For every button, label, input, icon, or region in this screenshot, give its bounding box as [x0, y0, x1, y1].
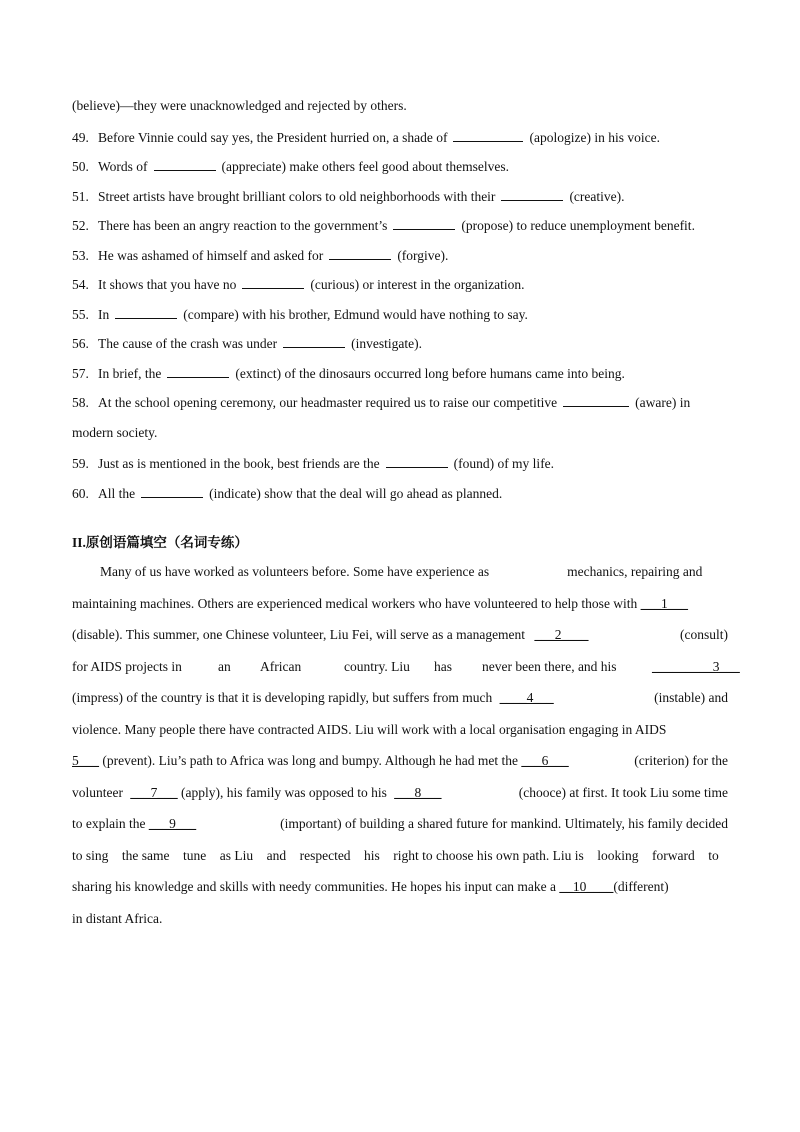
question-text: All the — [98, 486, 136, 501]
question-57 — [72, 364, 728, 382]
question-number: 54. — [72, 277, 89, 292]
question-number: 49. — [72, 130, 89, 145]
question-number: 57. — [72, 366, 89, 381]
passage-text: (consult) — [680, 627, 728, 642]
answer-blank[interactable] — [393, 216, 455, 230]
blank-3[interactable]: _________3___ — [652, 659, 740, 674]
intro-line: (believe)—they were unacknowledged and rejected by others. — [72, 98, 407, 113]
passage-text: (disable). This summer, one Chinese volunteer, Liu Fei, will serve as a management — [72, 627, 526, 642]
blank-4[interactable]: ____4___ — [499, 690, 554, 705]
question-56 — [72, 334, 728, 352]
section-heading: II.原创语篇填空（名词专练） — [72, 535, 248, 550]
question-hint: (aware) in — [635, 395, 691, 410]
passage-line-10 — [72, 848, 728, 866]
question-55 — [72, 305, 728, 323]
question-number: 52. — [72, 218, 89, 233]
passage-text: country. Liu — [344, 659, 410, 674]
passage-line-7 — [72, 753, 728, 771]
question-58 — [72, 393, 728, 411]
question-number: 50. — [72, 159, 89, 174]
question-number: 56. — [72, 336, 89, 351]
question-54 — [72, 275, 728, 293]
passage-text: mechanics, repairing and — [567, 564, 703, 579]
question-59 — [72, 454, 728, 472]
question-hint: (forgive). — [397, 248, 449, 263]
answer-blank[interactable] — [501, 187, 563, 201]
passage-text: (prevent). Liu’s path to Africa was long and bumpy. Although he had met the — [102, 753, 519, 768]
blank-5[interactable]: 5___ — [72, 753, 99, 768]
answer-blank[interactable] — [386, 454, 448, 468]
question-number: 51. — [72, 189, 89, 204]
question-hint: (propose) to reduce unemployment benefit. — [461, 218, 695, 233]
passage-line-1 — [72, 564, 728, 582]
passage-text: to explain the — [72, 816, 146, 831]
answer-blank[interactable] — [242, 275, 304, 289]
question-number: 53. — [72, 248, 89, 263]
question-text: In brief, the — [98, 366, 162, 381]
passage-text: sharing his knowledge and skills with needy communities. He hopes his input can make a — [72, 879, 557, 894]
question-51 — [72, 187, 728, 205]
question-hint: (found) of my life. — [453, 456, 555, 471]
blank-1[interactable]: ___1___ — [640, 596, 688, 611]
question-60 — [72, 484, 728, 502]
passage-text: violence. Many people there have contracted AIDS. Liu will work with a local organisation engaging in AIDS — [72, 722, 667, 737]
question-hint: (creative). — [569, 189, 625, 204]
question-50 — [72, 157, 728, 175]
passage-text: for AIDS projects in — [72, 659, 182, 674]
question-number: 58. — [72, 395, 89, 410]
question-hint: (appreciate) make others feel good about themselves. — [221, 159, 510, 174]
passage-text: (instable) and — [654, 690, 728, 705]
passage-line-6 — [72, 722, 728, 740]
passage-text: to sing the same tune as Liu and respected his right to choose his own path. Liu is looking forward to — [72, 848, 719, 863]
passage-text: an — [218, 659, 231, 674]
blank-10[interactable]: __10____ — [559, 879, 614, 894]
answer-blank[interactable] — [167, 364, 229, 378]
blank-6[interactable]: ___6___ — [521, 753, 569, 768]
blank-9[interactable]: ___9___ — [148, 816, 197, 831]
passage-text: (important) of building a shared future for mankind. Ultimately, his family decided — [280, 816, 728, 831]
passage-line-3 — [72, 627, 728, 645]
question-number: 55. — [72, 307, 89, 322]
question-hint: (compare) with his brother, Edmund would have nothing to say. — [183, 307, 528, 322]
question-text: Before Vinnie could say yes, the President hurried on, a shade of — [98, 130, 448, 145]
passage-line-9 — [72, 816, 728, 834]
passage-text: African — [260, 659, 302, 674]
question-text: At the school opening ceremony, our headmaster required us to raise our competitive — [98, 395, 558, 410]
passage-text: (chooce) at first. It took Liu some time — [518, 785, 728, 800]
passage-text: never been there, and his — [482, 659, 617, 674]
question-number: 60. — [72, 486, 89, 501]
question-text: In — [98, 307, 110, 322]
question-text: The cause of the crash was under — [98, 336, 278, 351]
passage-line-8 — [72, 785, 728, 803]
passage-line-2 — [72, 596, 728, 614]
question-hint: (investigate). — [351, 336, 423, 351]
passage-text: (impress) of the country is that it is developing rapidly, but suffers from much — [72, 690, 493, 705]
question-hint: (extinct) of the dinosaurs occurred long before humans came into being. — [235, 366, 625, 381]
answer-blank[interactable] — [453, 128, 523, 142]
answer-blank[interactable] — [115, 305, 177, 319]
blank-2[interactable]: ___2____ — [534, 627, 589, 642]
question-text: He was ashamed of himself and asked for — [98, 248, 324, 263]
question-58-continuation: modern society. — [72, 425, 158, 440]
question-text: Just as is mentioned in the book, best friends are the — [98, 456, 380, 471]
passage-text: has — [434, 659, 452, 674]
question-49 — [72, 128, 728, 146]
question-text: It shows that you have no — [98, 277, 237, 292]
passage-text: maintaining machines. Others are experienced medical workers who have volunteered to help those with — [72, 596, 638, 611]
answer-blank[interactable] — [563, 393, 629, 407]
question-53 — [72, 246, 728, 264]
question-text: There has been an angry reaction to the government’s — [98, 218, 388, 233]
question-number: 59. — [72, 456, 89, 471]
question-hint: (curious) or interest in the organization. — [310, 277, 525, 292]
passage-line-4 — [72, 659, 740, 677]
passage-line-11 — [72, 879, 728, 897]
blank-7[interactable]: ___7___ — [130, 785, 178, 800]
passage-text: (different) — [613, 879, 669, 894]
blank-8[interactable]: ___8___ — [394, 785, 442, 800]
question-text: Street artists have brought brilliant colors to old neighborhoods with their — [98, 189, 496, 204]
question-hint: (apologize) in his voice. — [529, 130, 660, 145]
passage-text: Many of us have worked as volunteers before. Some have experience as — [100, 564, 490, 579]
passage-text: (apply), his family was opposed to his — [180, 785, 387, 800]
question-text: Words of — [98, 159, 148, 174]
question-52 — [72, 216, 728, 234]
answer-blank[interactable] — [154, 157, 216, 171]
question-hint: (indicate) show that the deal will go ahead as planned. — [209, 486, 503, 501]
passage-line-12: in distant Africa. — [72, 911, 163, 926]
answer-blank[interactable] — [141, 484, 203, 498]
passage-text: (criterion) for the — [634, 753, 728, 768]
answer-blank[interactable] — [283, 334, 345, 348]
answer-blank[interactable] — [329, 246, 391, 260]
passage-line-5 — [72, 690, 728, 708]
passage-text: volunteer — [72, 785, 123, 800]
